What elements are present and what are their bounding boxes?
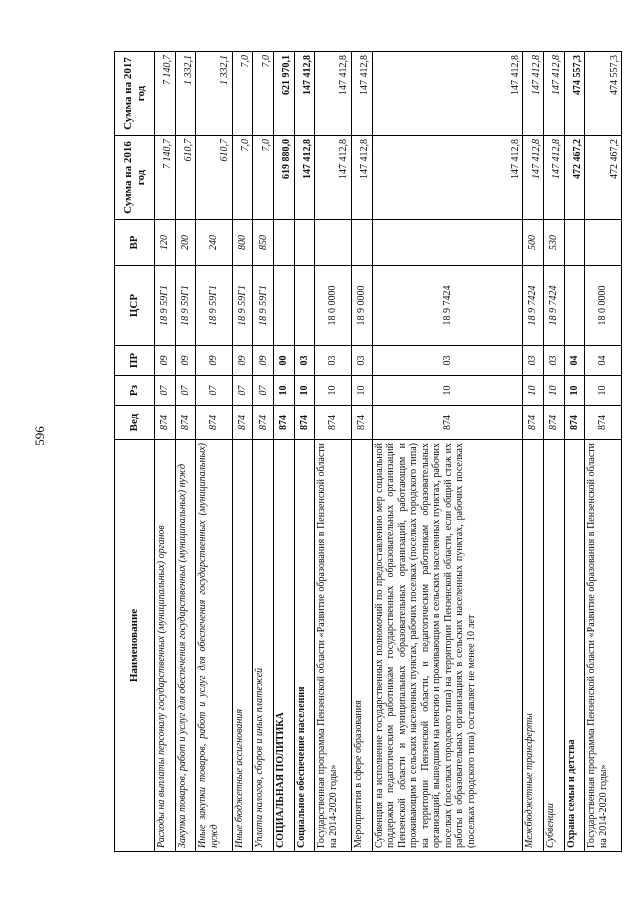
- cell-vr: 200: [175, 220, 196, 266]
- cell-pr: 03: [315, 346, 352, 376]
- cell-s2016: 610,7: [196, 136, 233, 220]
- cell-rz: 10: [564, 376, 585, 406]
- cell-name: Уплата налогов, сборов и иных платежей: [253, 440, 274, 852]
- table-row: [232, 52, 253, 852]
- cell-pr: 00: [274, 346, 295, 376]
- cell-ved: 874: [351, 406, 372, 440]
- cell-s2016: 7,0: [253, 136, 274, 220]
- cell-name: Социальное обеспечение населения: [294, 440, 315, 852]
- cell-rz: 10: [544, 376, 565, 406]
- cell-vr: [585, 220, 622, 266]
- cell-s2016: 147 412,8: [544, 136, 565, 220]
- cell-rz: 07: [175, 376, 196, 406]
- cell-s2016: 619 880,0: [274, 136, 295, 220]
- cell-vr: [274, 220, 295, 266]
- cell-name: Иные бюджетные ассигнования: [232, 440, 253, 852]
- cell-s2016: 147 412,8: [523, 136, 544, 220]
- cell-ved: 874: [155, 406, 176, 440]
- cell-s2017: 621 970,1: [274, 52, 295, 136]
- cell-ved: 874: [294, 406, 315, 440]
- cell-csr: 18 0 0000: [315, 266, 352, 346]
- header-row: [115, 52, 155, 852]
- cell-pr: 09: [196, 346, 233, 376]
- table-row: [585, 52, 622, 852]
- cell-pr: 09: [175, 346, 196, 376]
- cell-pr: 03: [523, 346, 544, 376]
- cell-s2017: 147 412,8: [523, 52, 544, 136]
- cell-pr: 03: [294, 346, 315, 376]
- budget-table-container: [114, 52, 622, 852]
- header-csr: ЦСР: [115, 266, 155, 346]
- cell-rz: 07: [155, 376, 176, 406]
- cell-csr: [274, 266, 295, 346]
- cell-rz: 10: [274, 376, 295, 406]
- cell-csr: [294, 266, 315, 346]
- header-name: Наименование: [115, 440, 155, 852]
- cell-ved: 874: [253, 406, 274, 440]
- table-row: [544, 52, 565, 852]
- header-sum-2016: Сумма на 2016 год: [115, 136, 155, 220]
- cell-vr: 800: [232, 220, 253, 266]
- cell-name: Субвенция на исполнение государственных полномочий по предоставлению мер социальной поддержки педагогическим работникам государственных образовательных организаций Пензенской области и муниципальных образовательных организаций, работающим и проживающим в сельских населенных пунктах, рабочих поселках (поселках городского типа) на территории Пензенской области, и педагогическим работникам образовательных организаций, вышедшим на пенсию и проживающим в сельских населенных пунктах, рабочих поселках (поселках городского типа) на территории Пензенской области, если общий стаж их работы в образовательных организациях в сельских населенных пунктах, рабочих поселках (поселках городского типа) составляет не менее 10 лет: [372, 440, 523, 852]
- cell-ved: 874: [315, 406, 352, 440]
- cell-s2017: 7,0: [253, 52, 274, 136]
- cell-s2017: 1 332,1: [196, 52, 233, 136]
- cell-vr: [351, 220, 372, 266]
- cell-s2017: 147 412,8: [372, 52, 523, 136]
- cell-ved: 874: [564, 406, 585, 440]
- cell-vr: 120: [155, 220, 176, 266]
- table-row: [175, 52, 196, 852]
- cell-ved: 874: [585, 406, 622, 440]
- budget-table: [114, 51, 622, 852]
- cell-csr: 18 9 59Г1: [196, 266, 233, 346]
- cell-s2017: 147 412,8: [294, 52, 315, 136]
- cell-name: СОЦИАЛЬНАЯ ПОЛИТИКА: [274, 440, 295, 852]
- cell-s2017: 1 332,1: [175, 52, 196, 136]
- cell-s2016: 147 412,8: [294, 136, 315, 220]
- cell-csr: 18 0 0000: [585, 266, 622, 346]
- cell-ved: 874: [232, 406, 253, 440]
- header-pr: ПР: [115, 346, 155, 376]
- cell-csr: 18 9 59Г1: [175, 266, 196, 346]
- cell-s2017: 474 557,3: [564, 52, 585, 136]
- table-row: [294, 52, 315, 852]
- cell-name: Закупка товаров, работ и услуг для обеспечения государственных (муниципальных) нужд: [175, 440, 196, 852]
- cell-name: Субвенции: [544, 440, 565, 852]
- cell-csr: 18 9 59Г1: [155, 266, 176, 346]
- cell-name: Иные закупки товаров, работ и услуг для обеспечения государственных (муниципальных) нужд: [196, 440, 233, 852]
- table-row: [196, 52, 233, 852]
- cell-vr: [564, 220, 585, 266]
- cell-s2016: 472 467,2: [564, 136, 585, 220]
- cell-pr: 03: [372, 346, 523, 376]
- cell-ved: 874: [196, 406, 233, 440]
- cell-s2017: 7 140,7: [155, 52, 176, 136]
- table-row: [274, 52, 295, 852]
- cell-csr: 18 9 59Г1: [253, 266, 274, 346]
- cell-s2017: 147 412,8: [315, 52, 352, 136]
- cell-s2017: 147 412,8: [351, 52, 372, 136]
- table-row: [523, 52, 544, 852]
- cell-pr: 04: [564, 346, 585, 376]
- cell-name: Охрана семьи и детства: [564, 440, 585, 852]
- header-ved: Вед: [115, 406, 155, 440]
- cell-s2017: 7,0: [232, 52, 253, 136]
- page-number: 596: [32, 426, 47, 446]
- cell-rz: 07: [196, 376, 233, 406]
- header-vr: ВР: [115, 220, 155, 266]
- cell-pr: 09: [253, 346, 274, 376]
- table-row: [315, 52, 352, 852]
- cell-rz: 07: [253, 376, 274, 406]
- cell-pr: 03: [544, 346, 565, 376]
- cell-pr: 03: [351, 346, 372, 376]
- cell-name: Межбюджетные трансферты: [523, 440, 544, 852]
- cell-s2016: 147 412,8: [372, 136, 523, 220]
- cell-vr: 240: [196, 220, 233, 266]
- cell-name: Расходы на выплаты персоналу государственных (муниципальных) органов: [155, 440, 176, 852]
- cell-rz: 10: [351, 376, 372, 406]
- cell-csr: 18 9 59Г1: [232, 266, 253, 346]
- cell-rz: 10: [294, 376, 315, 406]
- cell-rz: 07: [232, 376, 253, 406]
- cell-pr: 09: [155, 346, 176, 376]
- cell-vr: [294, 220, 315, 266]
- table-row: [564, 52, 585, 852]
- cell-s2016: 147 412,8: [315, 136, 352, 220]
- cell-csr: [564, 266, 585, 346]
- cell-pr: 09: [232, 346, 253, 376]
- cell-vr: [315, 220, 352, 266]
- cell-s2016: 7 140,7: [155, 136, 176, 220]
- cell-rz: 10: [585, 376, 622, 406]
- cell-ved: 874: [175, 406, 196, 440]
- cell-rz: 10: [315, 376, 352, 406]
- header-sum-2017: Сумма на 2017 год: [115, 52, 155, 136]
- cell-rz: 10: [372, 376, 523, 406]
- cell-csr: 18 9 7424: [523, 266, 544, 346]
- cell-csr: 18 9 0000: [351, 266, 372, 346]
- cell-vr: 850: [253, 220, 274, 266]
- header-rz: Рз: [115, 376, 155, 406]
- cell-csr: 18 9 7424: [544, 266, 565, 346]
- cell-s2017: 474 557,3: [585, 52, 622, 136]
- cell-name: Мероприятия в сфере образования: [351, 440, 372, 852]
- cell-s2016: 472 467,2: [585, 136, 622, 220]
- table-row: [372, 52, 523, 852]
- cell-s2016: 7,0: [232, 136, 253, 220]
- table-row: [253, 52, 274, 852]
- table-body: [155, 52, 622, 852]
- cell-ved: 874: [372, 406, 523, 440]
- cell-ved: 874: [544, 406, 565, 440]
- cell-vr: [372, 220, 523, 266]
- cell-ved: 874: [523, 406, 544, 440]
- cell-csr: 18 9 7424: [372, 266, 523, 346]
- cell-name: Государственная программа Пензенской области «Развитие образования в Пензенской области на 2014-2020 годы»: [585, 440, 622, 852]
- cell-rz: 10: [523, 376, 544, 406]
- cell-s2016: 147 412,8: [351, 136, 372, 220]
- cell-name: Государственная программа Пензенской области «Развитие образования в Пензенской области на 2014-2020 годы»: [315, 440, 352, 852]
- cell-vr: 530: [544, 220, 565, 266]
- cell-pr: 04: [585, 346, 622, 376]
- cell-s2016: 610,7: [175, 136, 196, 220]
- cell-vr: 500: [523, 220, 544, 266]
- cell-s2017: 147 412,8: [544, 52, 565, 136]
- table-row: [155, 52, 176, 852]
- table-row: [351, 52, 372, 852]
- cell-ved: 874: [274, 406, 295, 440]
